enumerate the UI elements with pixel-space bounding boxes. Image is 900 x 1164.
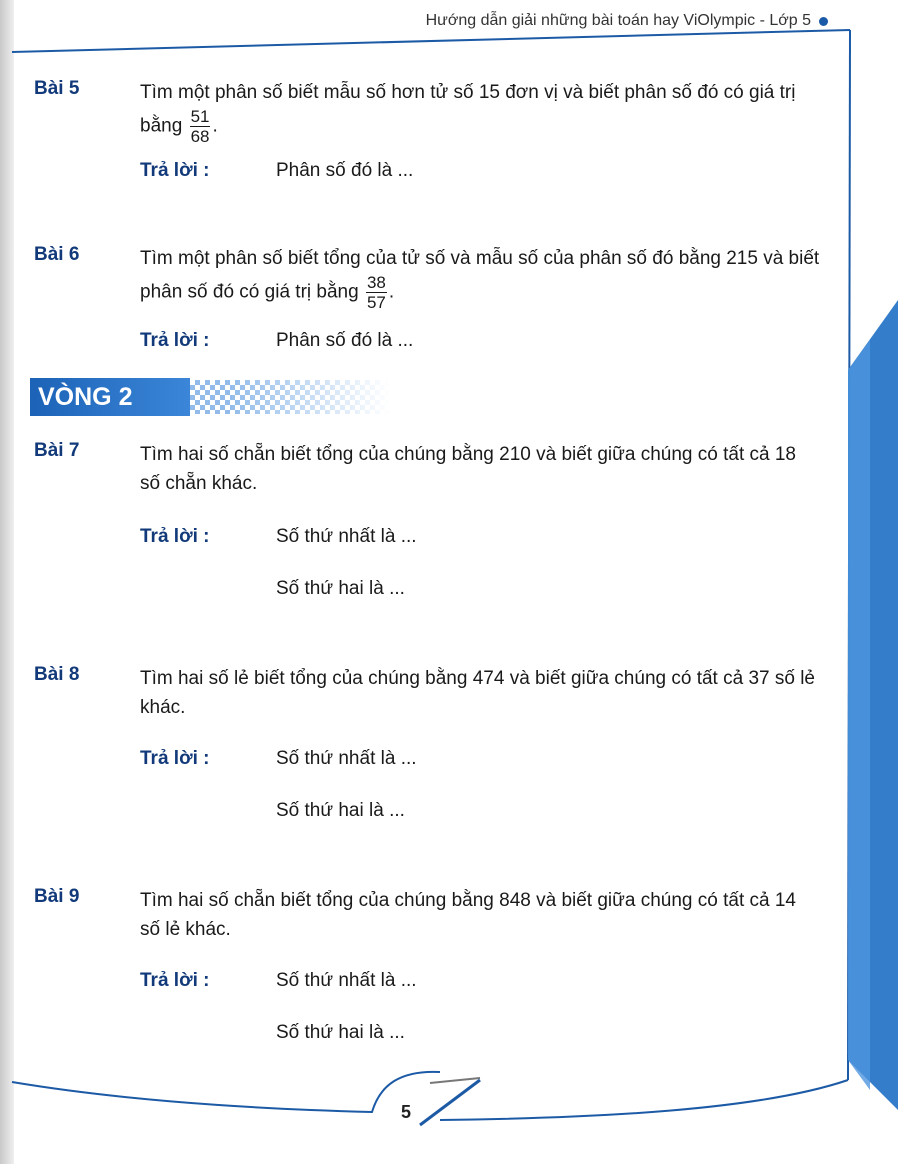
fraction: $\frac{51}{68}$ (190, 107, 210, 146)
checker-decoration (190, 380, 390, 414)
fraction: $\frac{38}{57}$ (366, 273, 386, 312)
answer-line-2: Số thứ hai là ... (276, 800, 405, 821)
answer-label: Trả lời : (140, 526, 210, 547)
problem-text: Tìm hai số chẵn biết tổng của chúng bằng 848 và biết giữa chúng có tất cả 14 số lẻ khác. (140, 890, 796, 940)
problem-label: Bài 5 (34, 78, 80, 99)
answer-line-1: Số thứ nhất là ... (276, 970, 417, 991)
answer-line: Phân số đó là ... (276, 330, 414, 351)
answer-line: Phân số đó là ... (276, 160, 414, 181)
bullet-icon (819, 17, 828, 26)
answer-line-1: Số thứ nhất là ... (276, 748, 417, 769)
answer-row (140, 526, 417, 548)
answer-row (140, 970, 417, 992)
problem-text: Tìm một phân số biết tổng của tử số và mẫu số của phân số đó bằng 215 và biết phân số đó có giá trị bằng $\frac{38}{57}$ . (140, 248, 820, 312)
compass-icon (420, 1080, 480, 1125)
problem-label: Bài 8 (34, 664, 80, 685)
problem-text: Tìm hai số lẻ biết tổng của chúng bằng 474 và biết giữa chúng có tất cả 37 số lẻ khác. (140, 668, 815, 718)
problem-text: Tìm một phân số biết mẫu số hơn tử số 15 đơn vị và biết phân số đó có giá trị bằng $\frac{51}{68}$ . (140, 82, 796, 146)
header-title: Hướng dẫn giải những bài toán hay ViOlympic - Lớp 5 (425, 12, 811, 29)
answer-line-1: Số thứ nhất là ... (276, 526, 417, 547)
answer-line-2: Số thứ hai là ... (276, 1022, 405, 1043)
answer-row (140, 330, 413, 352)
problem-text: Tìm hai số chẵn biết tổng của chúng bằng 210 và biết giữa chúng có tất cả 18 số chẵn khác. (140, 444, 796, 494)
answer-label: Trả lời : (140, 330, 210, 351)
answer-label: Trả lời : (140, 970, 210, 991)
problem-label: Bài 9 (34, 886, 80, 907)
answer-row (140, 160, 413, 182)
answer-row (140, 748, 417, 770)
answer-label: Trả lời : (140, 160, 210, 181)
page-number: 5 (400, 1102, 411, 1122)
problem-label: Bài 6 (34, 244, 80, 265)
answer-line-2: Số thứ hai là ... (276, 578, 405, 599)
answer-label: Trả lời : (140, 748, 210, 769)
round-heading: VÒNG 2 (30, 378, 190, 416)
problem-label: Bài 7 (34, 440, 80, 461)
page-header (426, 12, 828, 30)
